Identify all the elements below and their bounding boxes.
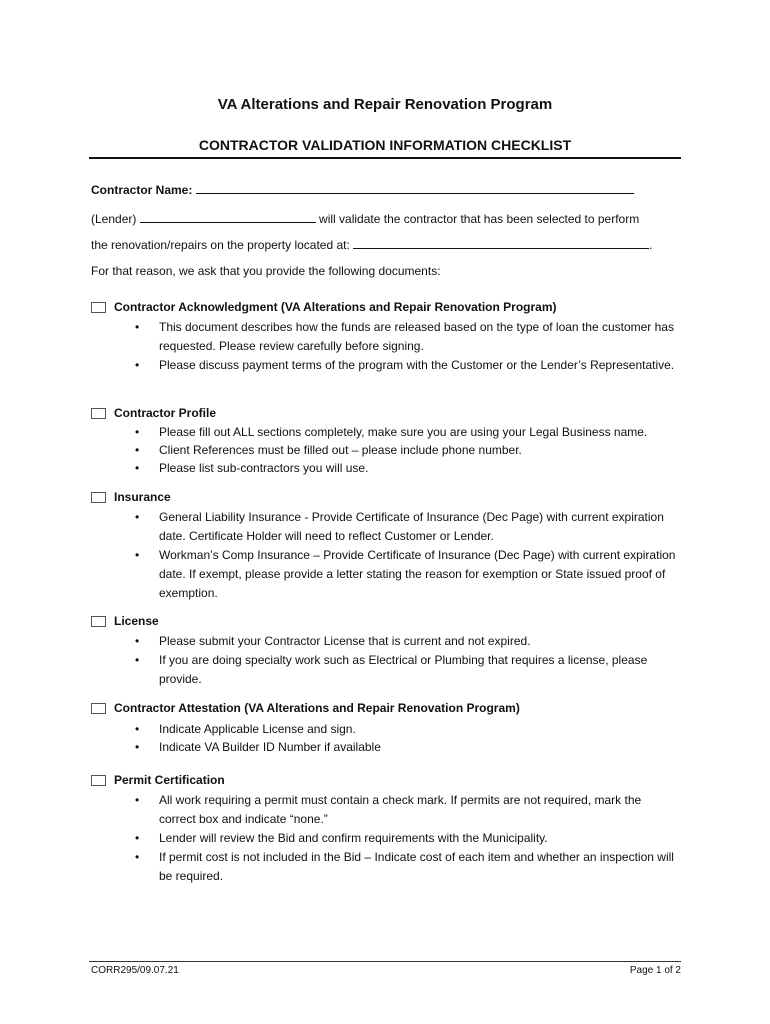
lender-label: (Lender) [91,212,137,226]
property-line [91,237,653,252]
bullet-icon: • [135,358,140,372]
checkbox-contractor-attestation[interactable] [91,703,106,714]
list-item: • Workman’s Comp Insurance – Provide Certificate of Insurance (Dec Page) with current expiration date. If exempt, please provide a letter stating the reason for exemption or State issued proof of exemption. [135,548,676,600]
list-item: • If permit cost is not included in the Bid – Indicate cost of each item and whether an inspection will be required. [135,850,674,883]
footer-form-code: CORR295/09.07.21 [91,965,179,976]
bullet-icon: • [135,510,140,524]
checkbox-license[interactable] [91,616,106,627]
section-title: Permit Certification [114,773,225,787]
section-license [91,614,691,689]
section-title: Contractor Acknowledgment (VA Alterations and Repair Renovation Program) [114,300,557,314]
list-item: • Indicate Applicable License and sign. [135,722,356,736]
contractor-name-line [91,182,634,197]
bullet-icon: • [135,320,140,334]
checkbox-insurance[interactable] [91,492,106,503]
list-item: • Please discuss payment terms of the program with the Customer or the Lender’s Representative. [91,356,679,375]
page-title: VA Alterations and Repair Renovation Program [217,96,553,113]
bullet-icon: • [135,443,140,457]
section-title: License [114,614,159,628]
bullet-icon: • [135,793,140,807]
property-period: . [649,238,653,252]
bullet-icon: • [135,740,140,754]
section-contractor-attestation [91,701,691,756]
checkbox-contractor-profile[interactable] [91,408,106,419]
section-title: Contractor Profile [114,406,217,420]
reason-line: For that reason, we ask that you provide the following documents: [91,264,441,278]
section-contractor-profile [91,406,691,477]
checkbox-permit-certification[interactable] [91,775,106,786]
footer-page-number: Page 1 of 2 [629,965,681,976]
bullet-icon: • [135,653,140,667]
section-title: Contractor Attestation (VA Alterations and Repair Renovation Program) [114,701,520,715]
bullet-icon: • [135,425,140,439]
bullet-icon: • [135,461,140,475]
section-permit-certification [91,773,691,886]
page-subtitle: CONTRACTOR VALIDATION INFORMATION CHECKLIST [198,137,572,153]
lender-line [91,211,639,226]
section-insurance [91,490,691,603]
list-item: • General Liability Insurance - Provide Certificate of Insurance (Dec Page) with current expiration date. Certificate Holder will need to reflect Customer or Lender. [135,510,664,543]
section-title: Insurance [114,490,171,504]
list-item: • All work requiring a permit must contain a check mark. If permits are not required, mark the correct box and indicate “none.” [135,793,642,826]
contractor-name-field[interactable] [196,182,634,194]
contractor-name-label: Contractor Name: [91,183,193,197]
bullet-icon: • [135,634,140,648]
list-item: • Please fill out ALL sections completely, make sure you are using your Legal Business name. [135,425,648,439]
list-item: • This document describes how the funds are released based on the type of loan the customer has requested. Please review carefully before signing. [135,320,674,353]
list-item: • Indicate VA Builder ID Number if available [135,740,381,754]
property-address-field[interactable] [353,237,649,249]
bullet-icon: • [135,722,140,736]
list-item: • Please list sub-contractors you will use. [135,461,369,475]
lender-text: will validate the contractor that has been selected to perform [319,212,640,226]
list-item: • If you are doing specialty work such as Electrical or Plumbing that requires a license, please provide. [135,653,648,686]
list-item: • Lender will review the Bid and confirm requirements with the Municipality. [91,829,679,848]
bullet-icon: • [135,548,140,562]
list-item: • Please submit your Contractor License that is current and not expired. [91,632,679,651]
footer-divider [89,961,681,962]
header-divider [89,157,681,159]
bullet-icon: • [135,831,140,845]
property-text: the renovation/repairs on the property located at: [91,238,350,252]
checkbox-contractor-acknowledgment[interactable] [91,302,106,313]
lender-field[interactable] [140,211,316,223]
section-contractor-acknowledgment [91,300,691,375]
list-item: • Client References must be filled out – please include phone number. [135,443,522,457]
bullet-icon: • [135,850,140,864]
